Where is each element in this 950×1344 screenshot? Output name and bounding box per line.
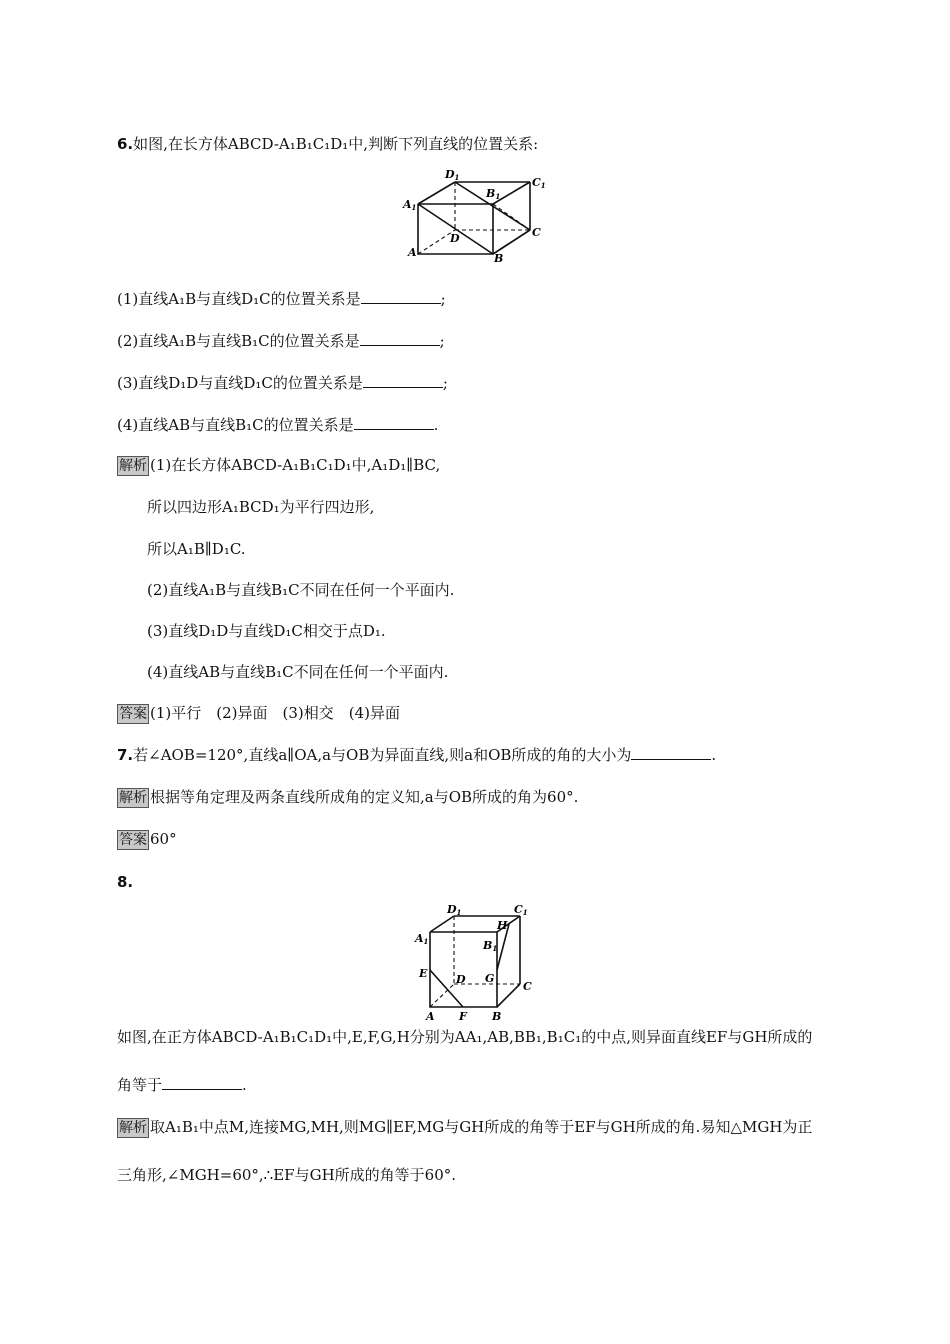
q6-stem: 如图,在长方体ABCD-A₁B₁C₁D₁中,判断下列直线的位置关系: [133,135,539,153]
q6-label-a: A [408,246,417,259]
q6-number: 6. [117,135,134,153]
q7-analysis-line: 解析 根据等角定理及两条直线所成角的定义知,a与OB所成的角为60°. [119,788,579,806]
q8-number-line [117,872,133,892]
q6-stem-line [117,134,538,154]
q6-label-c: C [532,226,541,239]
q6-analysis-line-5: (3)直线D₁D与直线D₁C相交于点D₁. [147,622,386,640]
q6-item-1: (1)直线A₁B与直线D₁C的位置关系是 ; [117,290,446,308]
q8-label-d: D [456,973,466,986]
q6-label-b: B [494,252,504,265]
q8-label-f: F [459,1010,467,1023]
q6-label-c1: C1 [532,176,546,190]
q6-label-d1: D1 [445,168,460,182]
q6-analysis-line-6: (4)直线AB与直线B₁C不同在任何一个平面内. [147,663,449,681]
answer-tag: 答案 [119,832,147,848]
q8-number: 8. [117,873,134,891]
q6-analysis-line-2: 所以四边形A₁BCD₁为平行四边形, [147,498,375,516]
answer-blank [360,331,440,346]
q8-analysis-line-1: 解析 取A₁B₁中点M,连接MG,MH,则MG∥EF,MG与GH所成的角等于EF与GH所成的角.易知△MGH为正 [119,1118,813,1136]
q8-analysis-line-2: 三角形,∠MGH=60°,∴EF与GH所成的角等于60°. [117,1166,457,1184]
q8-label-c1: C1 [514,903,528,917]
analysis-tag: 解析 [119,1120,147,1136]
answer-blank [354,415,434,430]
answer-blank [363,373,443,388]
q7-stem-line: 7.若∠AOB=120°,直线a∥OA,a与OB为异面直线,则a和OB所成的角的大小为 . [117,746,717,764]
answer-blank [162,1075,242,1090]
q6-item-2: (2)直线A₁B与直线B₁C的位置关系是 ; [117,332,445,350]
q8-label-b: B [492,1010,502,1023]
q7-number: 7. [117,746,134,764]
q6-label-a1: A1 [403,198,417,212]
q6-label-b1: B1 [486,187,501,201]
analysis-tag: 解析 [119,458,147,474]
q8-cube-figure [412,902,542,1024]
q6-analysis-line-3: 所以A₁B∥D₁C. [147,540,246,558]
q6-answer-line [117,703,400,724]
q8-label-a1: A1 [415,932,429,946]
q7-answer: 60° [150,830,177,848]
answer-tag: 答案 [119,706,147,722]
q6-item-3: (3)直线D₁D与直线D₁C的位置关系是 ; [117,374,448,392]
q8-stem-line-1: 如图,在正方体ABCD-A₁B₁C₁D₁中,E,F,G,H分别为AA₁,AB,BB₁,B₁C₁的中点,则异面直线EF与GH所成的 [117,1028,813,1046]
q7-answer-line [117,829,177,850]
q8-label-g: G [485,972,495,985]
answer-blank [361,289,441,304]
q8-label-a: A [426,1010,435,1023]
q6-item-4: (4)直线AB与直线B₁C的位置关系是 . [117,416,439,434]
analysis-tag: 解析 [119,790,147,806]
q6-answer: (1)平行 (2)异面 (3)相交 (4)异面 [150,704,400,722]
q8-label-d1: D1 [447,903,462,917]
q6-label-d: D [450,232,460,245]
q8-label-e: E [419,967,428,980]
answer-blank [631,745,711,760]
q6-cuboid-figure [398,166,558,266]
q8-stem-line-2: 角等于 . [117,1076,247,1094]
q8-label-b1: B1 [483,939,498,953]
q6-analysis-line-1: 解析 (1)在长方体ABCD-A₁B₁C₁D₁中,A₁D₁∥BC, [119,456,441,474]
q8-label-c: C [523,980,532,993]
q6-analysis-line-4: (2)直线A₁B与直线B₁C不同在任何一个平面内. [147,581,455,599]
q8-label-h: H [497,919,508,932]
